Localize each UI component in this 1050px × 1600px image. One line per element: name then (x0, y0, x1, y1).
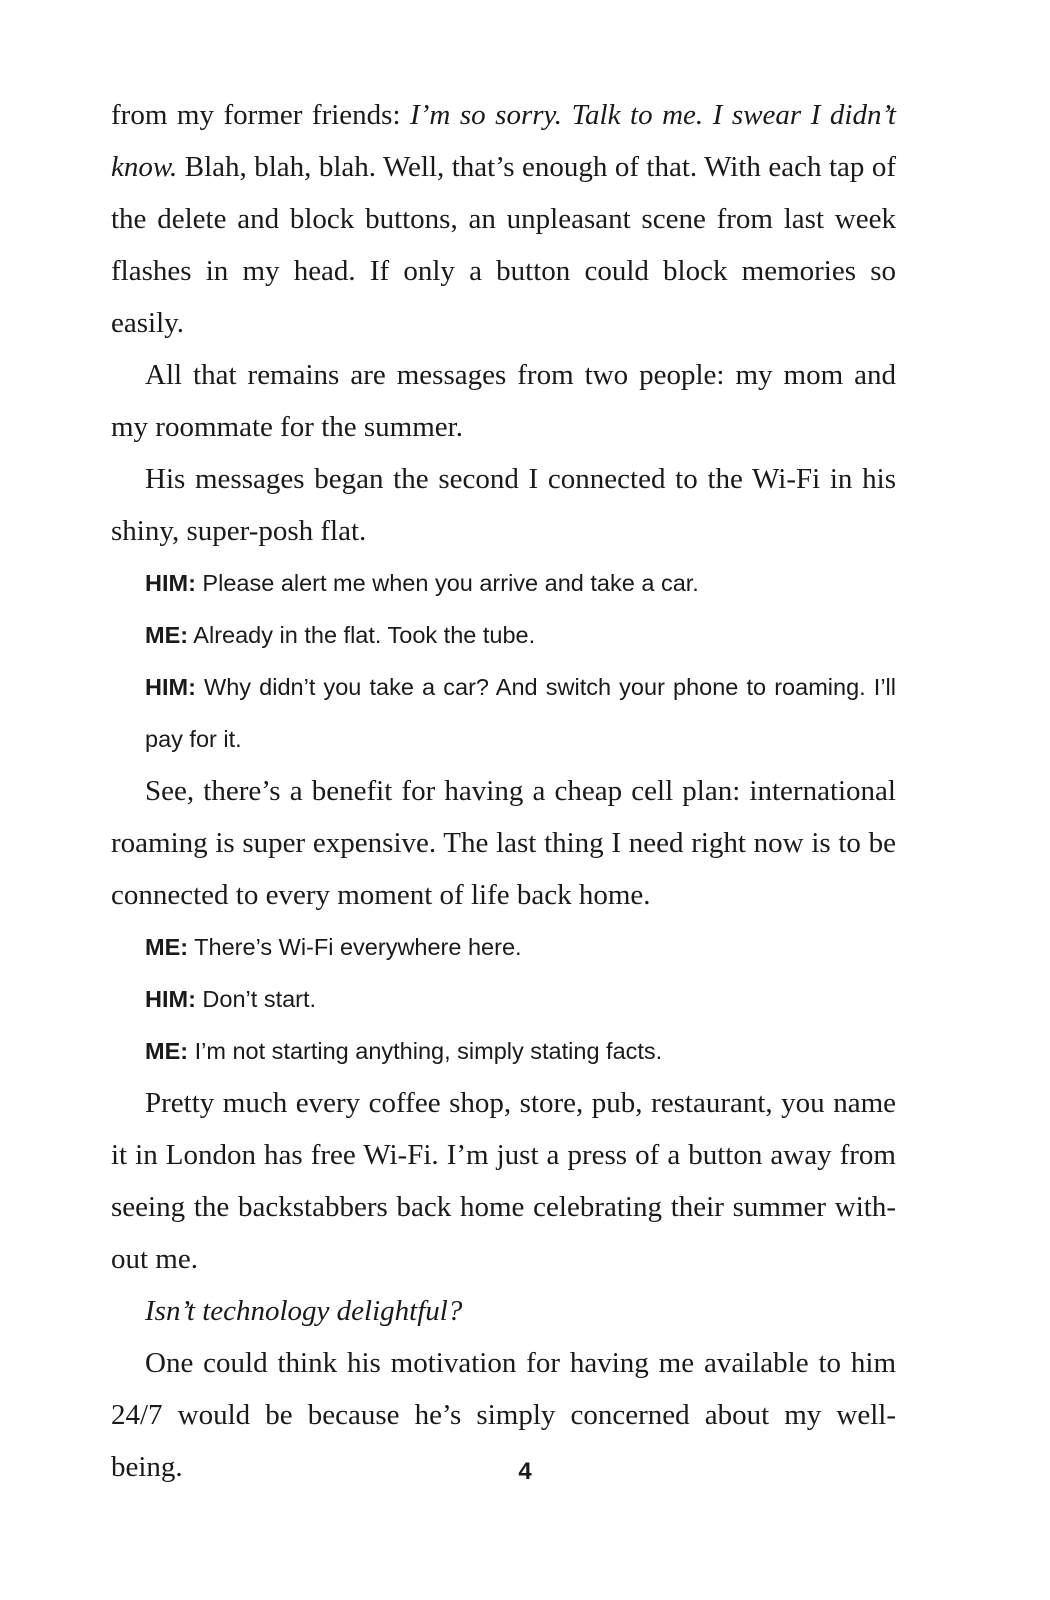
dialogue-text: Please alert me when you arrive and take a car. (195, 570, 699, 596)
paragraph-4: See, there’s a benefit for having a cheap cell plan: international roaming is super expensive. The last thing I need right now is to be connected to every moment of life back home. (111, 775, 896, 911)
page-body (111, 89, 896, 1493)
speaker-label: HIM: (145, 986, 196, 1012)
paragraph-7: One could think his motivation for having me available to him 24/7 would be because he’s simply concerned about my well-being. (111, 1347, 896, 1483)
speaker-label: ME: (145, 934, 189, 960)
paragraph-1-rest: Blah, blah, blah. Well, that’s enough of that. With each tap of the delete and block buttons, an unpleasant scene from last week flashes in my head. If only a button could block memories so easily. (111, 151, 896, 339)
dialogue-line (111, 557, 896, 609)
paragraph-2: All that remains are messages from two people: my mom and my roommate for the summer. (111, 359, 896, 443)
paragraph-3: His messages began the second I connected to the Wi-Fi in his shiny, super-posh flat. (111, 463, 896, 547)
dialogue-line (111, 1025, 896, 1077)
paragraph-6-italic: Isn’t technology delightful? (145, 1295, 463, 1327)
dialogue-line (111, 661, 896, 765)
paragraph-6 (111, 1285, 896, 1337)
page-number: 4 (518, 1458, 532, 1485)
speaker-label: ME: (145, 622, 189, 648)
paragraph-1-lead: from my former friends: (111, 99, 411, 131)
dialogue-text: I’m not starting anything, simply stating facts. (188, 1038, 663, 1064)
dialogue-text: Already in the flat. Took the tube. (188, 622, 536, 648)
dialogue-line (111, 921, 896, 973)
dialogue-text: Don’t start. (195, 986, 317, 1012)
paragraph-1 (111, 89, 896, 349)
dialogue-line (111, 609, 896, 661)
speaker-label: HIM: (145, 674, 196, 700)
speaker-label: HIM: (145, 570, 196, 596)
paragraph-5: Pretty much every coffee shop, store, pub, restaurant, you name it in London has free Wi-Fi. I’m just a press of a button away from seeing the backstabbers back home celebrating their summer with-out me. (111, 1087, 896, 1275)
paragraph-1-italic: I’m so sorry. Talk to me. I swear I didn’t know. (111, 99, 896, 183)
speaker-label: ME: (145, 1038, 189, 1064)
dialogue-text: Why didn’t you take a car? And switch your phone to roaming. I’ll pay for it. (145, 674, 896, 752)
dialogue-text: There’s Wi-Fi everywhere here. (188, 934, 522, 960)
dialogue-line (111, 973, 896, 1025)
